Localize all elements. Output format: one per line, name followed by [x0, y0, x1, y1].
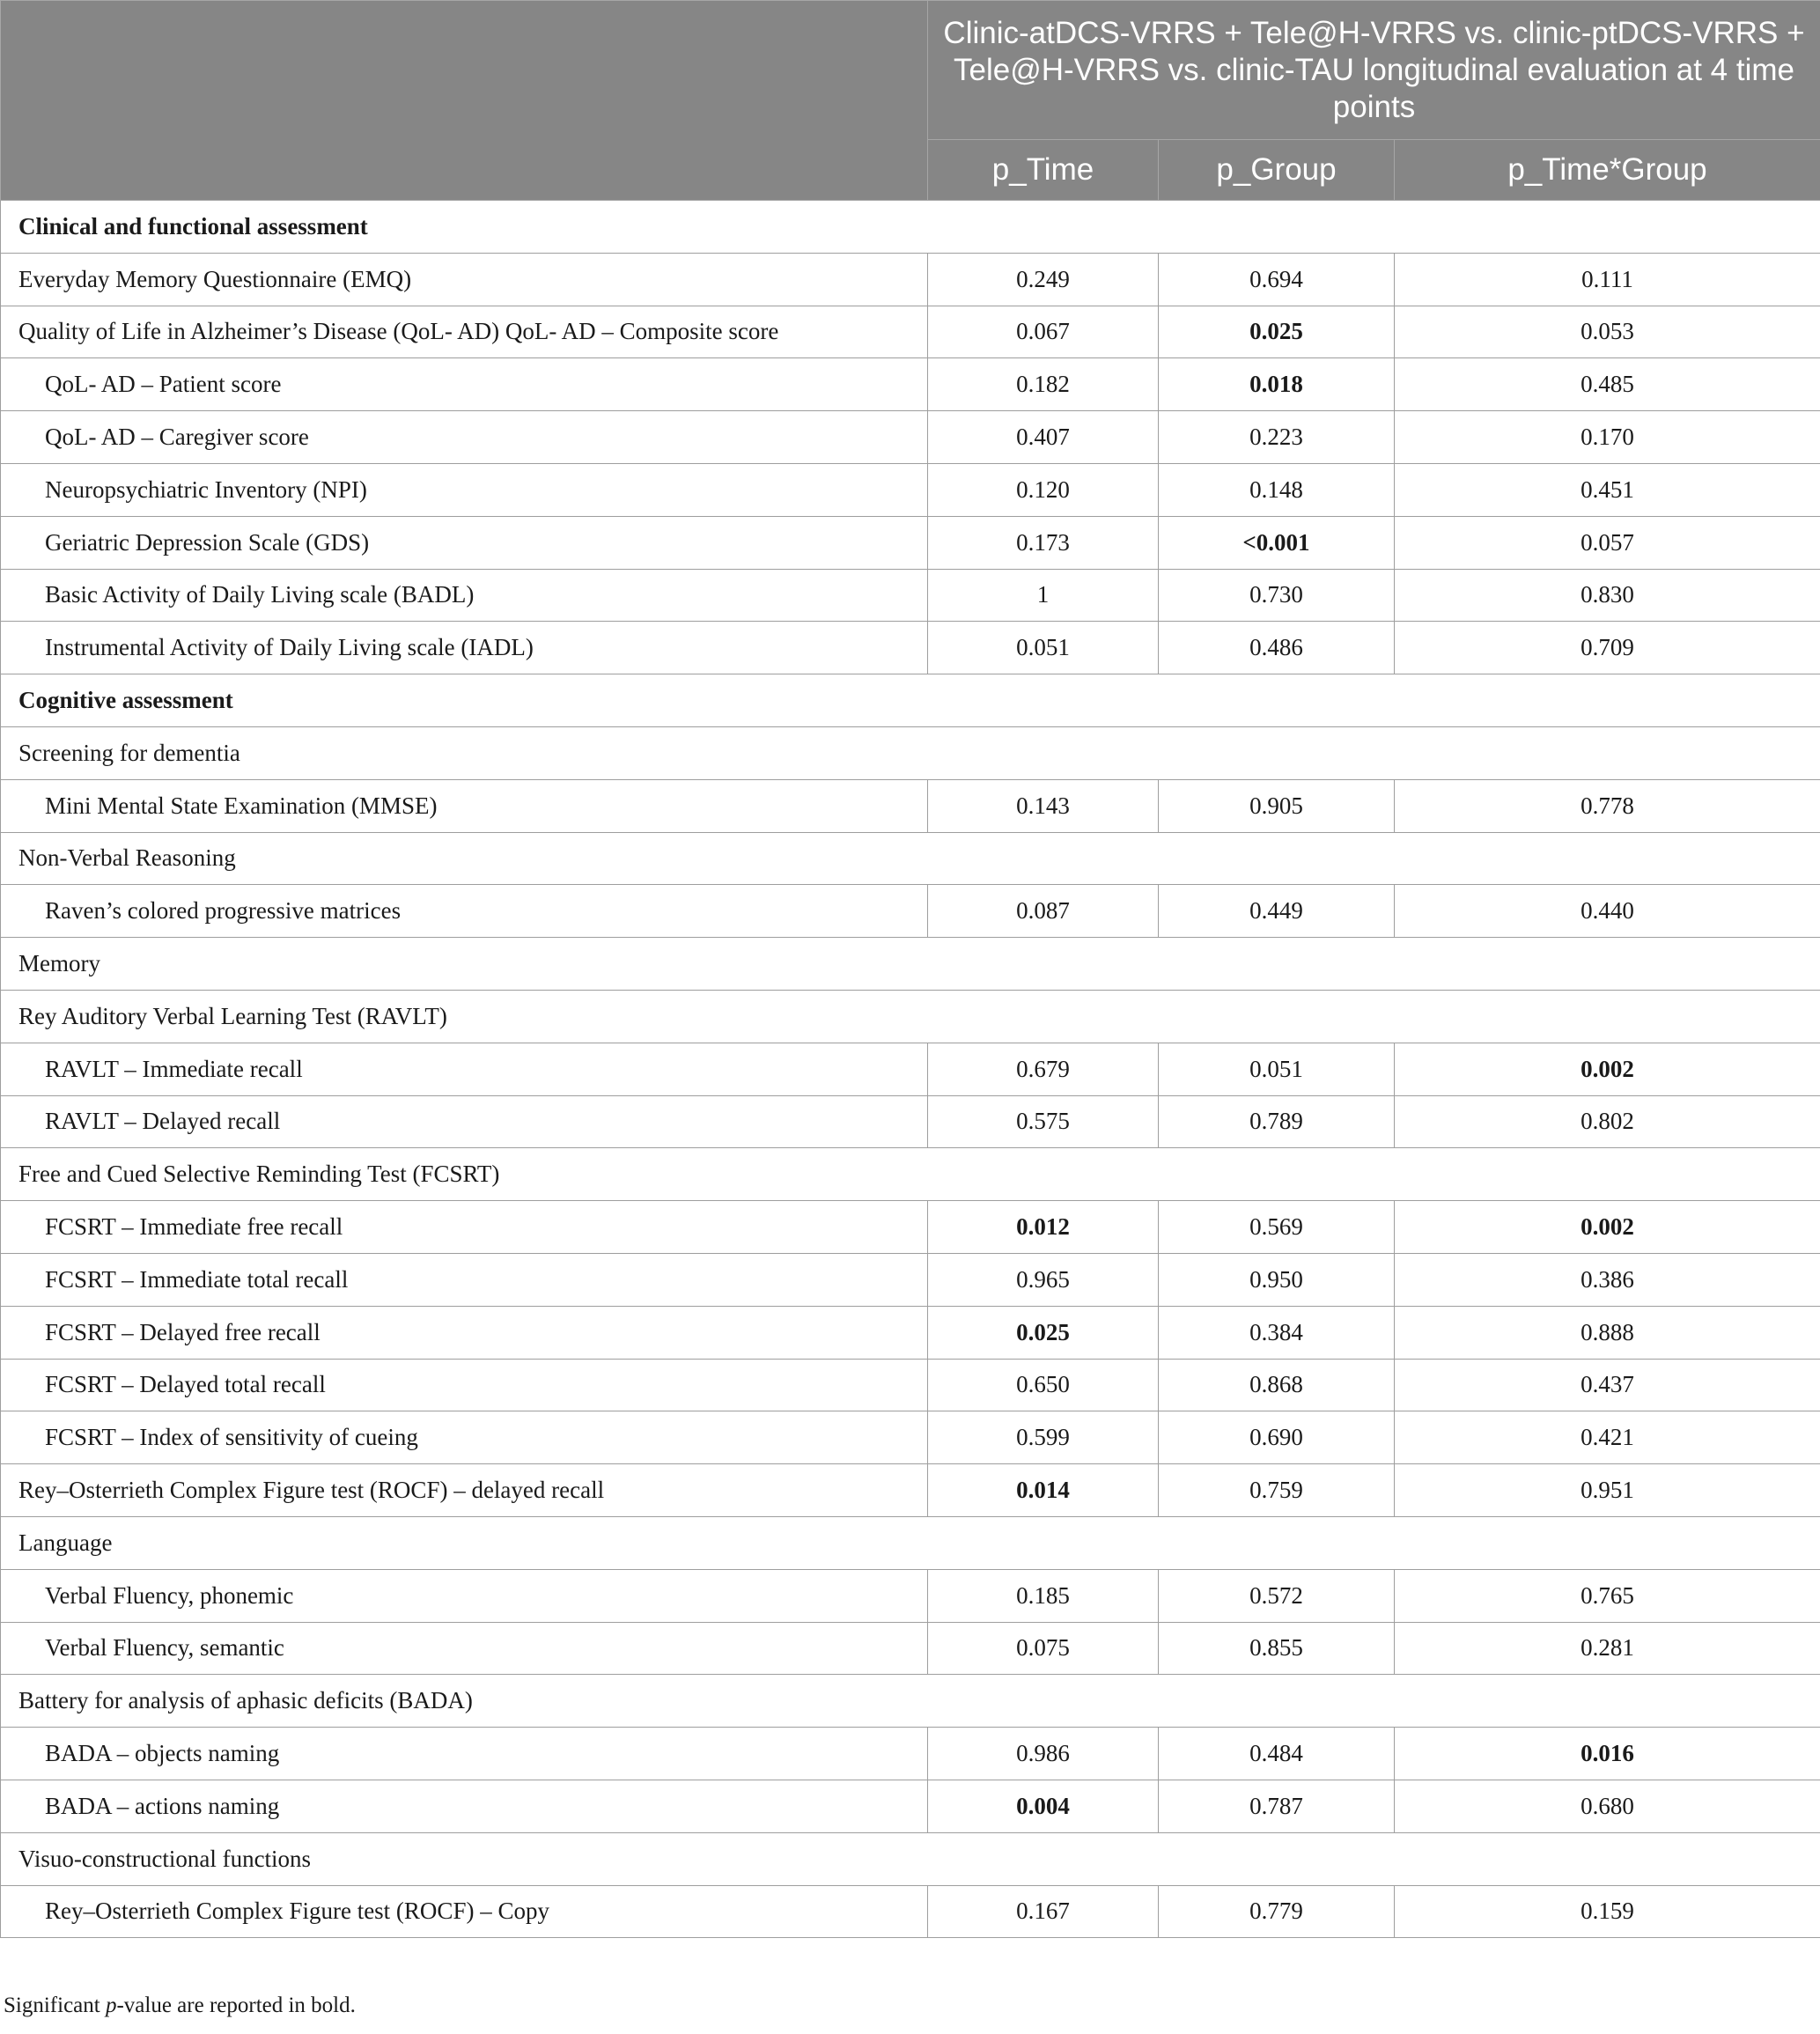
row-label: FCSRT – Index of sensitivity of cueing: [1, 1411, 928, 1464]
table-row: [1, 569, 1820, 622]
table-row: [1, 1464, 1820, 1517]
p-time-group-cell: 0.709: [1395, 622, 1820, 674]
group-title: Rey Auditory Verbal Learning Test (RAVLT): [1, 990, 1820, 1043]
group-title: Battery for analysis of aphasic deficits (BADA): [1, 1675, 1820, 1728]
p-group-cell: 0.950: [1159, 1253, 1395, 1306]
p-group-cell: 0.384: [1159, 1306, 1395, 1359]
table-row: [1, 1306, 1820, 1359]
table-row: [1, 779, 1820, 832]
group-header-row: [1, 1832, 1820, 1885]
p-group-cell: 0.779: [1159, 1885, 1395, 1938]
row-label: FCSRT – Delayed total recall: [1, 1359, 928, 1411]
group-title: Language: [1, 1516, 1820, 1569]
p-time-cell: 0.075: [928, 1622, 1159, 1675]
row-label: RAVLT – Delayed recall: [1, 1095, 928, 1148]
p-group-cell: 0.018: [1159, 358, 1395, 411]
group-title: Memory: [1, 938, 1820, 991]
row-label: BADA – actions naming: [1, 1780, 928, 1832]
p-time-group-cell: 0.002: [1395, 1043, 1820, 1095]
row-label: FCSRT – Immediate total recall: [1, 1253, 928, 1306]
table-row: [1, 1885, 1820, 1938]
p-group-cell: 0.569: [1159, 1201, 1395, 1254]
p-group-cell: 0.868: [1159, 1359, 1395, 1411]
p-time-group-cell: 0.440: [1395, 885, 1820, 938]
table-row: [1, 1411, 1820, 1464]
p-time-group-cell: 0.170: [1395, 411, 1820, 464]
table-row: [1, 1095, 1820, 1148]
p-time-cell: 0.004: [928, 1780, 1159, 1832]
p-time-cell: 0.650: [928, 1359, 1159, 1411]
table-row: [1, 885, 1820, 938]
table-row: [1, 253, 1820, 306]
p-time-cell: 0.575: [928, 1095, 1159, 1148]
p-time-group-cell: 0.057: [1395, 516, 1820, 569]
table-header: [1, 1, 1820, 201]
row-label: FCSRT – Delayed free recall: [1, 1306, 928, 1359]
p-time-cell: 0.051: [928, 622, 1159, 674]
section-title: Clinical and functional assessment: [1, 201, 1820, 254]
p-group-cell: 0.730: [1159, 569, 1395, 622]
row-label: RAVLT – Immediate recall: [1, 1043, 928, 1095]
p-time-cell: 0.173: [928, 516, 1159, 569]
group-header-row: [1, 938, 1820, 991]
table-body: [1, 201, 1820, 1938]
table-row: [1, 463, 1820, 516]
group-header-row: [1, 832, 1820, 885]
footnote-italic: p: [105, 1993, 117, 2017]
table-row: [1, 1201, 1820, 1254]
header-p-time: p_Time: [928, 140, 1159, 201]
row-label: Verbal Fluency, phonemic: [1, 1569, 928, 1622]
p-time-group-cell: 0.437: [1395, 1359, 1820, 1411]
p-time-group-cell: 0.951: [1395, 1464, 1820, 1517]
section-header-row: [1, 674, 1820, 727]
p-group-cell: 0.759: [1159, 1464, 1395, 1517]
row-label: Instrumental Activity of Daily Living scale (IADL): [1, 622, 928, 674]
row-label: Rey–Osterrieth Complex Figure test (ROCF) – Copy: [1, 1885, 928, 1938]
p-group-cell: 0.690: [1159, 1411, 1395, 1464]
group-title: Screening for dementia: [1, 726, 1820, 779]
p-time-group-cell: 0.053: [1395, 306, 1820, 358]
row-label: FCSRT – Immediate free recall: [1, 1201, 928, 1254]
table-row: [1, 622, 1820, 674]
p-time-cell: 0.167: [928, 1885, 1159, 1938]
row-label: Neuropsychiatric Inventory (NPI): [1, 463, 928, 516]
p-time-cell: 1: [928, 569, 1159, 622]
row-label: Geriatric Depression Scale (GDS): [1, 516, 928, 569]
p-time-group-cell: 0.159: [1395, 1885, 1820, 1938]
p-group-cell: 0.449: [1159, 885, 1395, 938]
table-row: [1, 1780, 1820, 1832]
p-group-cell: 0.148: [1159, 463, 1395, 516]
p-time-group-cell: 0.680: [1395, 1780, 1820, 1832]
p-time-group-cell: 0.451: [1395, 463, 1820, 516]
row-label: QoL- AD – Patient score: [1, 358, 928, 411]
p-group-cell: 0.051: [1159, 1043, 1395, 1095]
table-row: [1, 516, 1820, 569]
p-time-group-cell: 0.485: [1395, 358, 1820, 411]
table-row: [1, 306, 1820, 358]
p-time-cell: 0.407: [928, 411, 1159, 464]
p-time-cell: 0.599: [928, 1411, 1159, 1464]
table-row: [1, 1359, 1820, 1411]
p-time-cell: 0.143: [928, 779, 1159, 832]
p-time-group-cell: 0.281: [1395, 1622, 1820, 1675]
row-label: Verbal Fluency, semantic: [1, 1622, 928, 1675]
p-time-group-cell: 0.421: [1395, 1411, 1820, 1464]
row-label: Rey–Osterrieth Complex Figure test (ROCF) – delayed recall: [1, 1464, 928, 1517]
header-group-title: Clinic-atDCS-VRRS + Tele@H-VRRS vs. clinic-ptDCS-VRRS + Tele@H-VRRS vs. clinic-TAU longitudinal evaluation at 4 time points: [928, 1, 1820, 140]
p-time-cell: 0.986: [928, 1728, 1159, 1780]
group-header-row: [1, 1148, 1820, 1201]
table-row: [1, 1253, 1820, 1306]
p-time-cell: 0.185: [928, 1569, 1159, 1622]
footnote-suffix: -value are reported in bold.: [116, 1993, 356, 2017]
p-time-cell: 0.965: [928, 1253, 1159, 1306]
p-time-group-cell: 0.002: [1395, 1201, 1820, 1254]
group-title: Visuo-constructional functions: [1, 1832, 1820, 1885]
group-title: Free and Cued Selective Reminding Test (FCSRT): [1, 1148, 1820, 1201]
row-label: Everyday Memory Questionnaire (EMQ): [1, 253, 928, 306]
table-row: [1, 1728, 1820, 1780]
row-label: Mini Mental State Examination (MMSE): [1, 779, 928, 832]
section-title: Cognitive assessment: [1, 674, 1820, 727]
p-group-cell: 0.855: [1159, 1622, 1395, 1675]
p-time-group-cell: 0.888: [1395, 1306, 1820, 1359]
p-time-group-cell: 0.830: [1395, 569, 1820, 622]
p-time-cell: 0.182: [928, 358, 1159, 411]
p-group-cell: 0.572: [1159, 1569, 1395, 1622]
p-group-cell: 0.223: [1159, 411, 1395, 464]
p-time-group-cell: 0.765: [1395, 1569, 1820, 1622]
p-time-cell: 0.249: [928, 253, 1159, 306]
header-blank-cell: [1, 1, 928, 201]
header-p-time-group: p_Time*Group: [1395, 140, 1820, 201]
p-time-cell: 0.067: [928, 306, 1159, 358]
p-time-group-cell: 0.111: [1395, 253, 1820, 306]
p-time-cell: 0.012: [928, 1201, 1159, 1254]
p-time-group-cell: 0.386: [1395, 1253, 1820, 1306]
p-group-cell: 0.486: [1159, 622, 1395, 674]
p-time-cell: 0.679: [928, 1043, 1159, 1095]
p-time-cell: 0.120: [928, 463, 1159, 516]
row-label: QoL- AD – Caregiver score: [1, 411, 928, 464]
group-header-row: [1, 990, 1820, 1043]
p-time-group-cell: 0.778: [1395, 779, 1820, 832]
section-header-row: [1, 201, 1820, 254]
group-header-row: [1, 726, 1820, 779]
footnote-prefix: Significant: [4, 1993, 106, 2017]
group-title: Non-Verbal Reasoning: [1, 832, 1820, 885]
row-label: Raven’s colored progressive matrices: [1, 885, 928, 938]
row-label: Quality of Life in Alzheimer’s Disease (QoL- AD) QoL- AD – Composite score: [1, 306, 928, 358]
table-row: [1, 1622, 1820, 1675]
table-row: [1, 358, 1820, 411]
table-row: [1, 1569, 1820, 1622]
p-group-cell: 0.694: [1159, 253, 1395, 306]
table-row: [1, 411, 1820, 464]
table-row: [1, 1043, 1820, 1095]
p-group-cell: 0.787: [1159, 1780, 1395, 1832]
group-header-row: [1, 1516, 1820, 1569]
p-time-cell: 0.025: [928, 1306, 1159, 1359]
p-group-cell: 0.905: [1159, 779, 1395, 832]
p-group-cell: 0.025: [1159, 306, 1395, 358]
p-time-group-cell: 0.802: [1395, 1095, 1820, 1148]
row-label: BADA – objects naming: [1, 1728, 928, 1780]
p-time-cell: 0.087: [928, 885, 1159, 938]
p-group-cell: 0.789: [1159, 1095, 1395, 1148]
p-group-cell: <0.001: [1159, 516, 1395, 569]
group-header-row: [1, 1675, 1820, 1728]
header-p-group: p_Group: [1159, 140, 1395, 201]
p-time-group-cell: 0.016: [1395, 1728, 1820, 1780]
p-group-cell: 0.484: [1159, 1728, 1395, 1780]
p-time-cell: 0.014: [928, 1464, 1159, 1517]
row-label: Basic Activity of Daily Living scale (BADL): [1, 569, 928, 622]
table-footnote: [4, 1993, 356, 2018]
